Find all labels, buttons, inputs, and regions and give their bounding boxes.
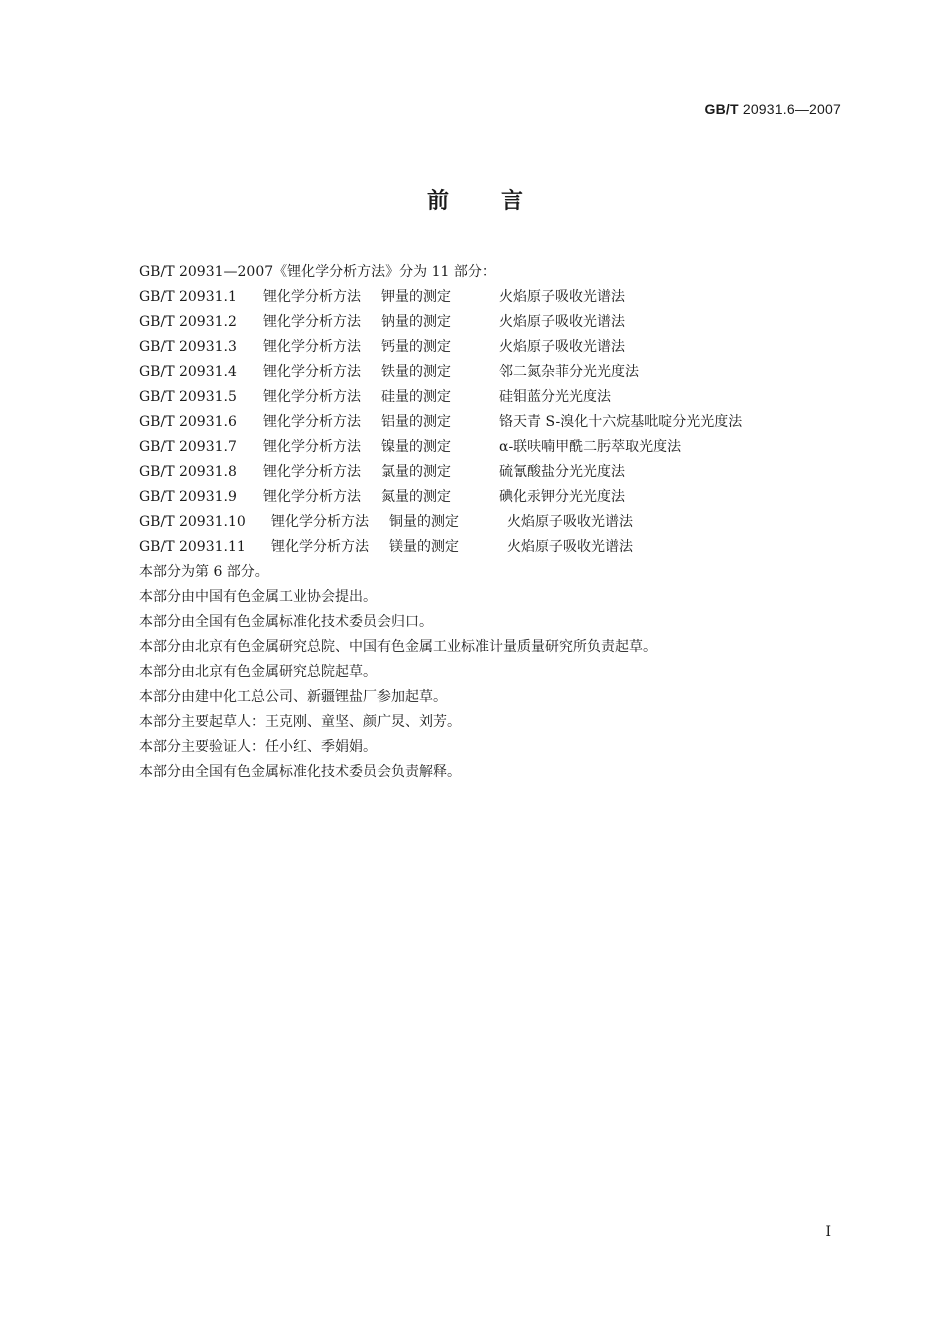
part-code: GB/T 20931.11 (139, 539, 246, 555)
part-item: 铝量的测定 (381, 414, 451, 430)
note-line: 本部分由中国有色金属工业协会提出。 (139, 589, 377, 605)
page-title: 前言 (426, 189, 575, 214)
standard-code-number: 20931.6—2007 (738, 101, 841, 117)
part-method: 硅钼蓝分光光度法 (499, 389, 611, 405)
part-item: 钠量的测定 (381, 314, 451, 330)
part-row (139, 460, 839, 485)
part-method: 火焰原子吸收光谱法 (499, 339, 625, 355)
part-code: GB/T 20931.7 (139, 439, 237, 455)
part-item: 氮量的测定 (381, 489, 451, 505)
part-code: GB/T 20931.5 (139, 389, 237, 405)
note-line: 本部分主要验证人：任小红、季娟娟。 (139, 739, 377, 755)
part-code: GB/T 20931.4 (139, 364, 237, 380)
part-series: 锂化学分析方法 (271, 539, 369, 555)
part-method: 碘化汞钾分光光度法 (499, 489, 625, 505)
part-method: 邻二氮杂菲分光光度法 (499, 364, 639, 380)
part-row (139, 535, 839, 560)
part-row (139, 510, 839, 535)
part-item: 硅量的测定 (381, 389, 451, 405)
note-line: 本部分由全国有色金属标准化技术委员会负责解释。 (139, 764, 461, 780)
part-series: 锂化学分析方法 (263, 439, 361, 455)
part-code: GB/T 20931.3 (139, 339, 237, 355)
part-code: GB/T 20931.10 (139, 514, 246, 530)
part-code: GB/T 20931.6 (139, 414, 237, 430)
part-item: 镍量的测定 (381, 439, 451, 455)
part-method: 硫氰酸盐分光光度法 (499, 464, 625, 480)
part-series: 锂化学分析方法 (263, 314, 361, 330)
part-row (139, 360, 839, 385)
standard-code (705, 101, 842, 117)
part-row (139, 485, 839, 510)
part-method: 火焰原子吸收光谱法 (507, 514, 633, 530)
part-code: GB/T 20931.2 (139, 314, 237, 330)
part-series: 锂化学分析方法 (263, 464, 361, 480)
part-series: 锂化学分析方法 (263, 489, 361, 505)
note-line: 本部分主要起草人：王克刚、童坚、颜广炅、刘芳。 (139, 714, 461, 730)
part-code: GB/T 20931.8 (139, 464, 237, 480)
part-series: 锂化学分析方法 (271, 514, 369, 530)
part-code: GB/T 20931.1 (139, 289, 237, 305)
note-line: 本部分由全国有色金属标准化技术委员会归口。 (139, 614, 433, 630)
part-method: α-联呋喃甲酰二肟萃取光度法 (499, 439, 682, 455)
part-series: 锂化学分析方法 (263, 289, 361, 305)
note-line: 本部分由北京有色金属研究总院起草。 (139, 664, 377, 680)
note-line: 本部分由建中化工总公司、新疆锂盐厂参加起草。 (139, 689, 447, 705)
page-number: I (825, 1224, 831, 1240)
part-series: 锂化学分析方法 (263, 339, 361, 355)
part-series: 锂化学分析方法 (263, 414, 361, 430)
part-row (139, 435, 839, 460)
part-series: 锂化学分析方法 (263, 364, 361, 380)
part-row (139, 335, 839, 360)
part-method: 火焰原子吸收光谱法 (507, 539, 633, 555)
part-code: GB/T 20931.9 (139, 489, 237, 505)
part-row (139, 310, 839, 335)
part-row (139, 285, 839, 310)
part-method: 火焰原子吸收光谱法 (499, 289, 625, 305)
part-item: 镁量的测定 (389, 539, 459, 555)
note-line: 本部分由北京有色金属研究总院、中国有色金属工业标准计量质量研究所负责起草。 (139, 639, 657, 655)
part-row (139, 385, 839, 410)
part-series: 锂化学分析方法 (263, 389, 361, 405)
foreword-body (139, 260, 839, 785)
part-item: 氯量的测定 (381, 464, 451, 480)
intro-line: GB/T 20931—2007《锂化学分析方法》分为 11 部分： (139, 264, 496, 280)
part-item: 铜量的测定 (389, 514, 459, 530)
note-line: 本部分为第 6 部分。 (139, 564, 269, 580)
part-method: 铬天青 S-溴化十六烷基吡啶分光光度法 (499, 414, 743, 430)
part-row (139, 410, 839, 435)
part-item: 钾量的测定 (381, 289, 451, 305)
part-item: 钙量的测定 (381, 339, 451, 355)
standard-code-prefix: GB/T (704, 101, 739, 117)
part-item: 铁量的测定 (381, 364, 451, 380)
part-method: 火焰原子吸收光谱法 (499, 314, 625, 330)
